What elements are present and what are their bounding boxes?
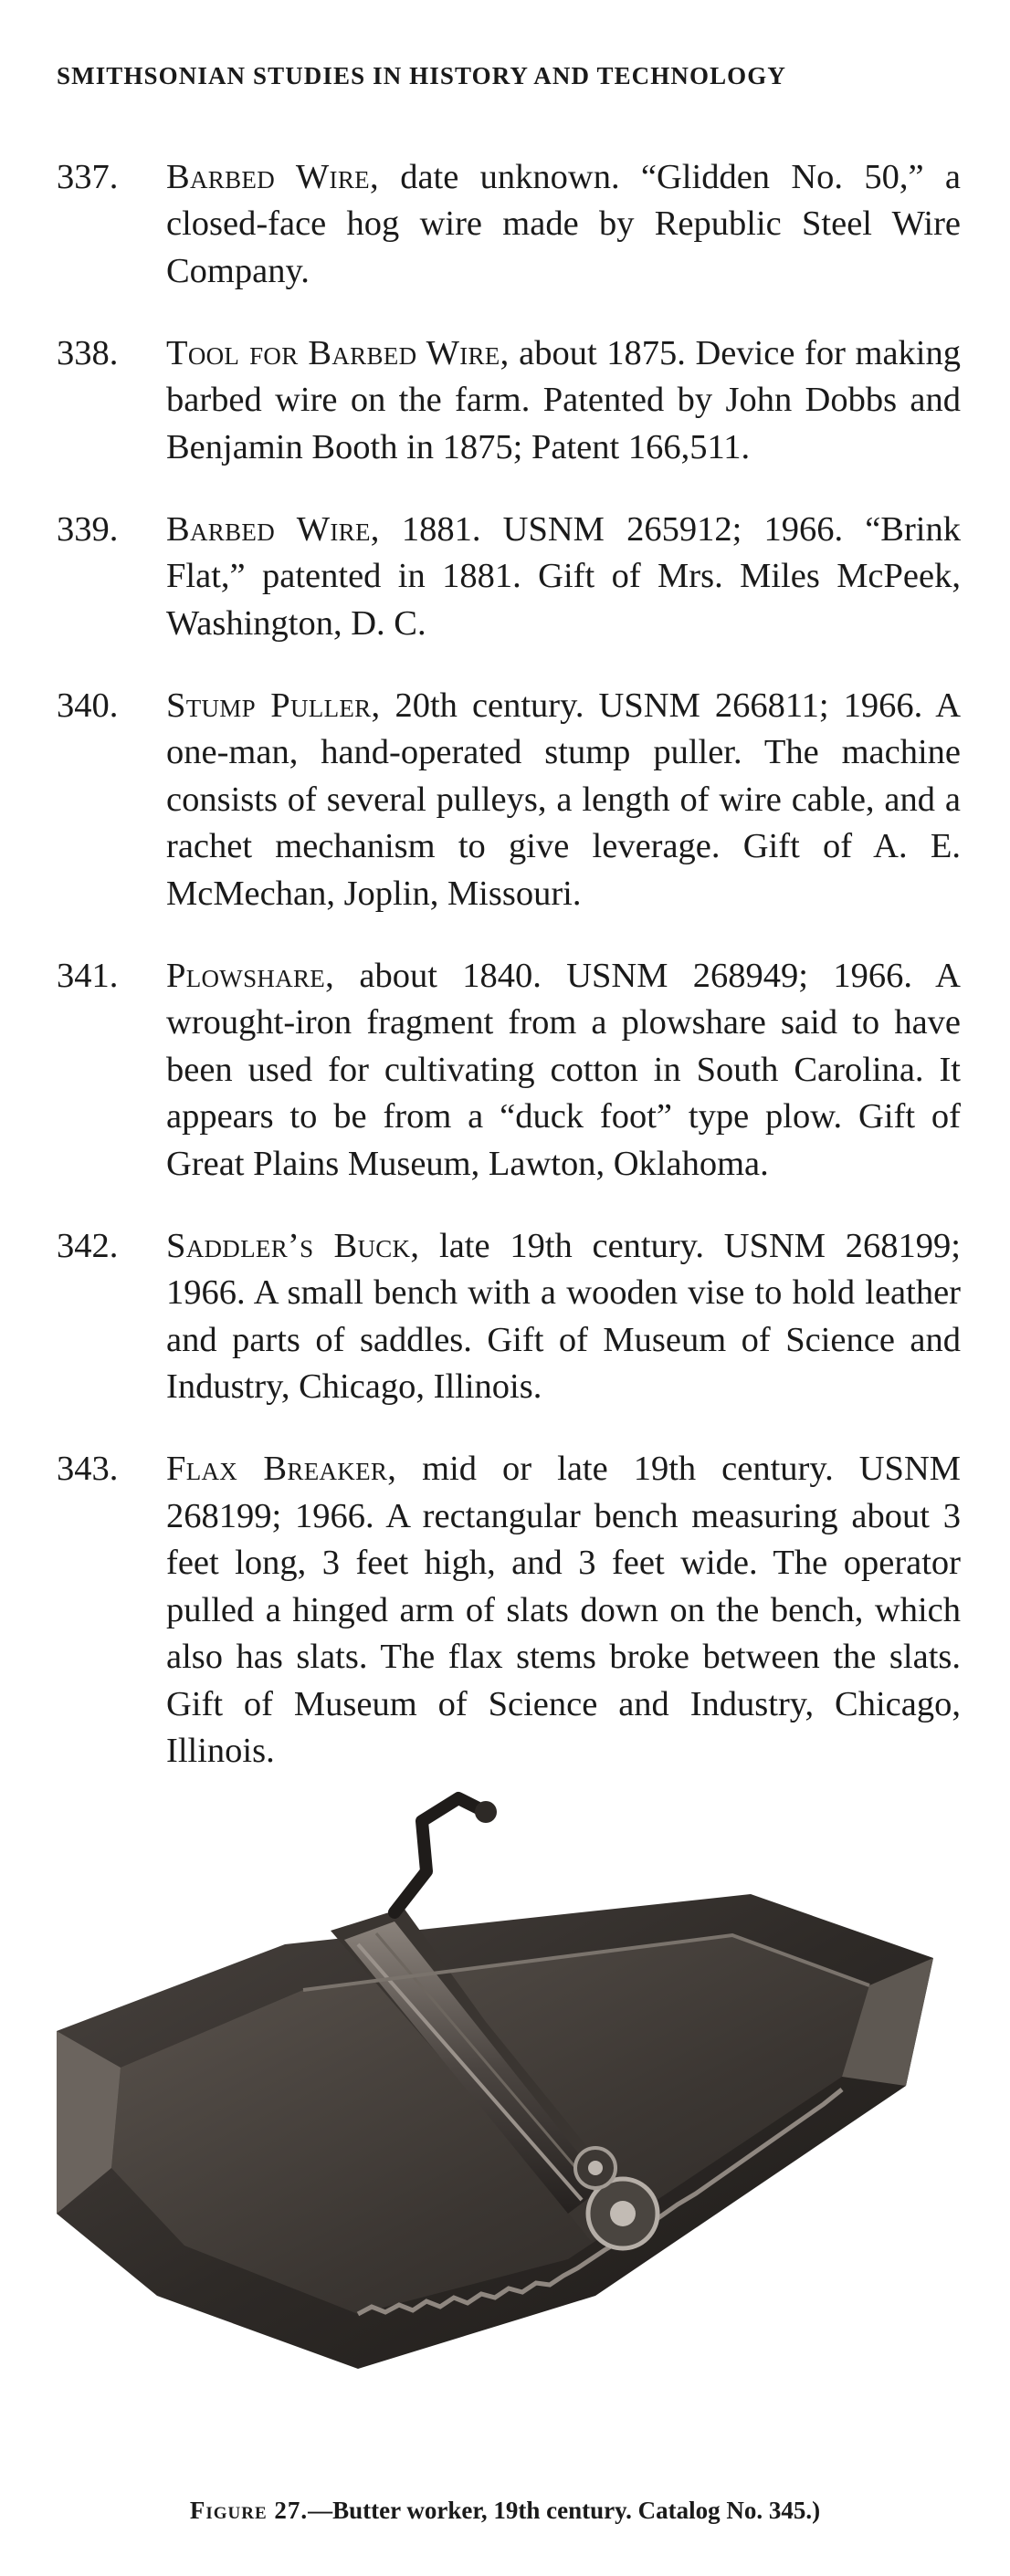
entry-title: Stump Puller, [166, 686, 381, 725]
entry-title: Tool for Barbed Wire, [166, 333, 510, 372]
catalog-entry-342 [57, 1223, 961, 1411]
entry-title: Barbed Wire, [166, 509, 380, 549]
entry-body: 1881. USNM 265912; 1966. “Brink Flat,” patented in 1881. Gift of Mrs. Miles McPeek, Washington, D. C. [166, 509, 962, 643]
figure-label: Figure 27. [189, 2497, 309, 2524]
entry-title: Flax Breaker, [166, 1450, 397, 1488]
entry-title: Plowshare, [166, 956, 335, 995]
entry-body: about 1840. USNM 268949; 1966. A wrought-iron fragment from a plowshare said to have been used for cultivating cotton in South Carolina. It appears to be from a “duck foot” type plow. Gift of Great Plains Museum, Lawton, Oklahoma. [166, 956, 961, 1183]
entry-number: 339. [57, 509, 119, 549]
entry-body: mid or late 19th century. USNM 268199; 1966. A rectangular bench measuring about 3 feet long, 3 feet high, and 3 feet wide. The operator pulled a hinged arm of slats down on the bench, which also has slats. The flax stems broke between the slats. Gift of Museum of Science and Industry, Chicago, Illinois. [166, 1450, 961, 1770]
figure-caption-text: —Butter worker, 19th century. Catalog No. 345.) [308, 2497, 821, 2524]
entry-number: 342. [57, 1226, 119, 1265]
entry-body: 20th century. USNM 266811; 1966. A one-man, hand-operated stump puller. The machine consists of several pulleys, a length of wire cable, and a rachet mechanism to give leverage. Gift of A. E. McMechan, Joplin, Missouri. [166, 686, 961, 913]
catalog-entries [57, 119, 961, 1775]
running-head: SMITHSONIAN STUDIES IN HISTORY AND TECHNOLOGY [57, 62, 786, 89]
crank-knob [475, 1801, 497, 1823]
crank-handle [395, 1798, 486, 1912]
catalog-entry-343 [57, 1446, 961, 1775]
entry-body: about 1875. Device for making barbed wire on the farm. Patented by John Dobbs and Benjamin Booth in 1875; Patent 166,511. [166, 333, 961, 466]
gear-hub [610, 2201, 636, 2226]
catalog-entry-337 [57, 154, 961, 296]
butter-worker-photo [57, 1785, 961, 2369]
catalog-entry-340 [57, 683, 961, 918]
entry-number: 337. [57, 157, 119, 196]
catalog-entry-341 [57, 953, 961, 1189]
entry-title: Barbed Wire, [166, 157, 379, 196]
entry-body: date unknown. “Glidden No. 50,” a closed-face hog wire made by Republic Steel Wire Company. [166, 157, 961, 290]
catalog-entry-339 [57, 507, 961, 648]
entry-number: 341. [57, 956, 119, 995]
entry-number: 343. [57, 1450, 119, 1488]
figure-caption [0, 2497, 1010, 2525]
entry-number: 340. [57, 686, 119, 725]
entry-body: late 19th century. USNM 268199; 1966. A small bench with a wooden vise to hold leather and parts of saddles. Gift of Museum of Science and Industry, Chicago, Illinois. [166, 1226, 961, 1406]
catalog-entry-338 [57, 330, 961, 472]
figure-photograph [57, 1785, 961, 2369]
gear-hub [588, 2161, 603, 2175]
entry-number: 338. [57, 333, 119, 372]
entry-title: Saddler’s Buck, [166, 1226, 420, 1265]
